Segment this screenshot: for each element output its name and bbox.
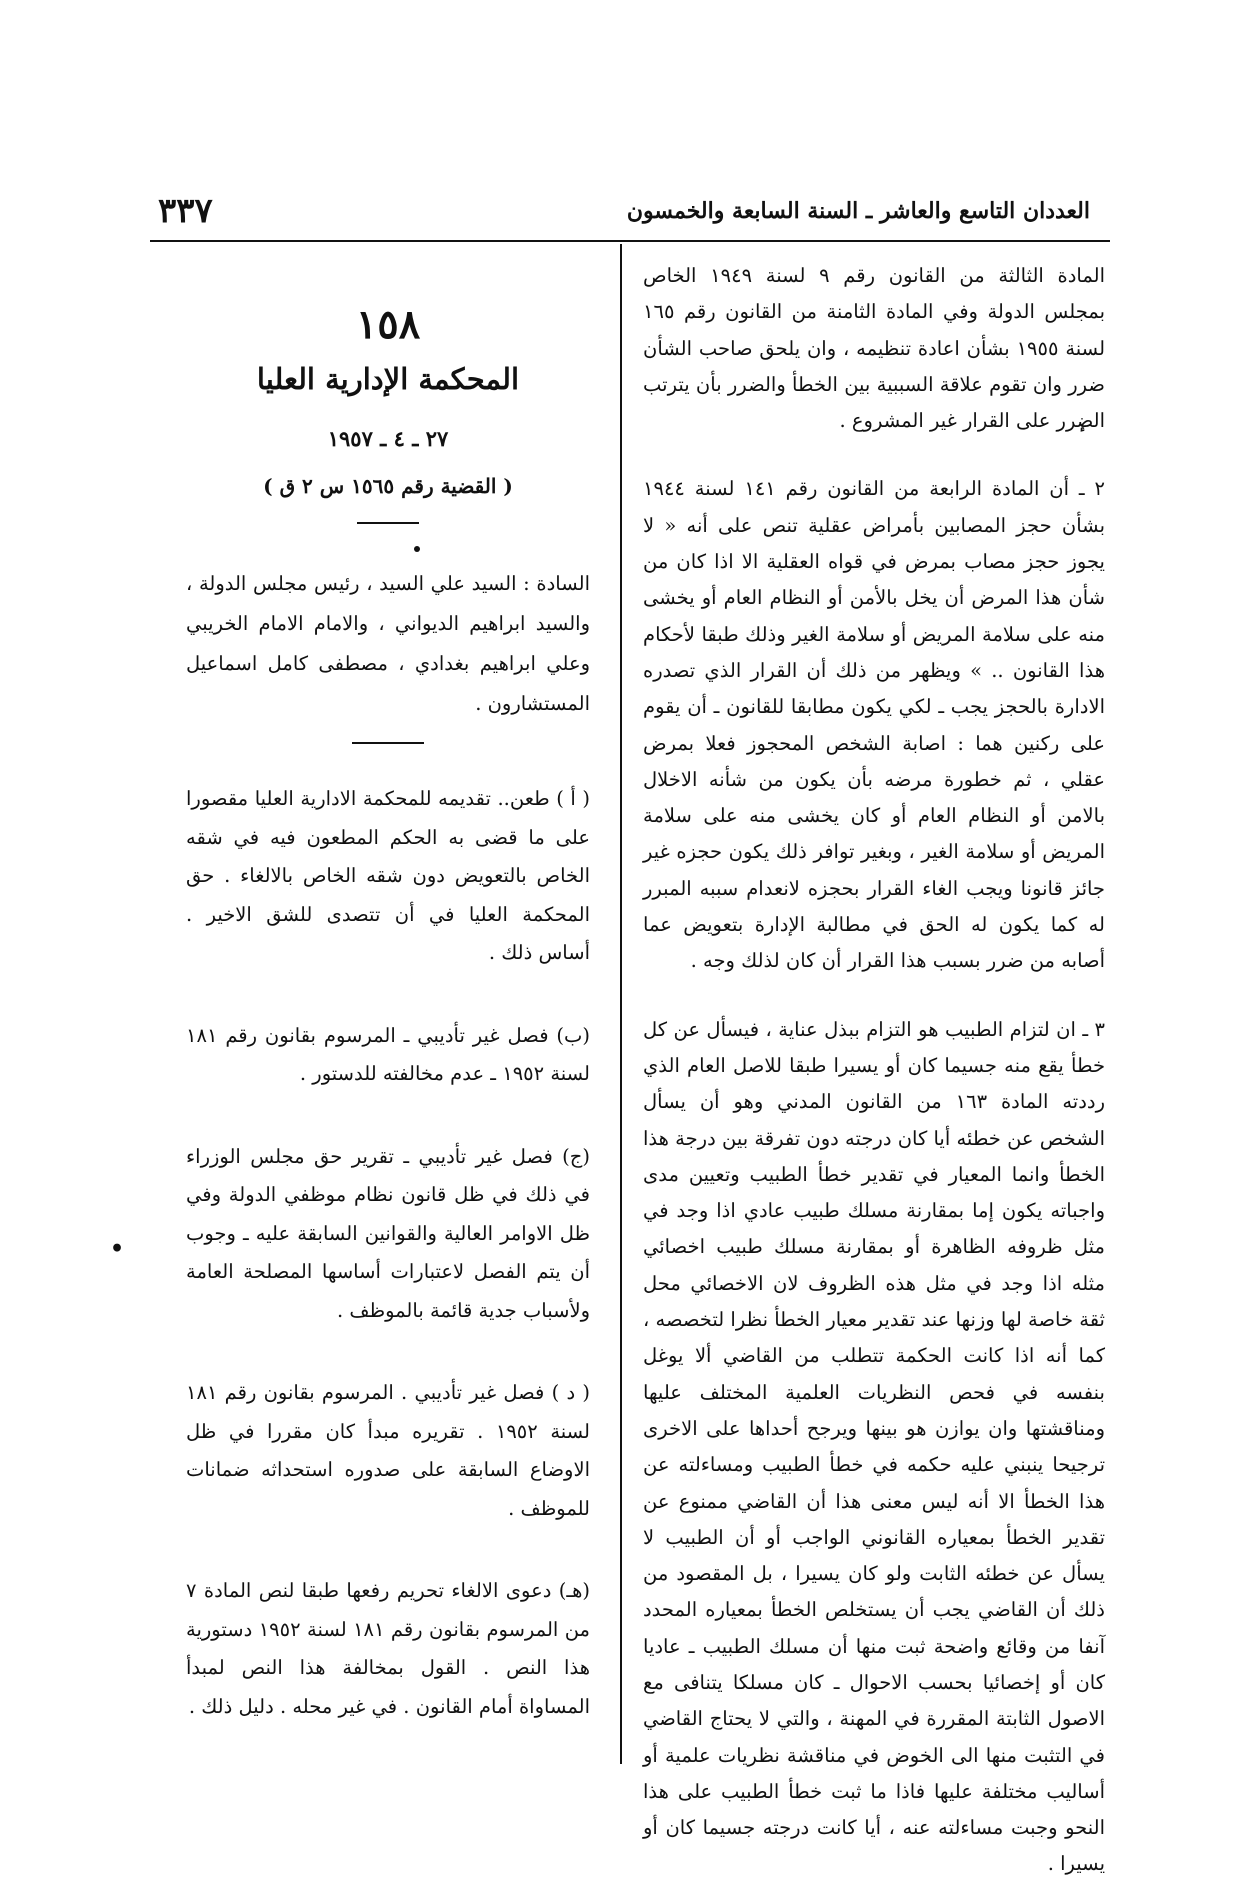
decision-column (186, 300, 590, 1770)
header-rule (150, 240, 1110, 242)
body-paragraph-1: المادة الثالثة من القانون رقم ٩ لسنة ١٩٤٩ الخاص بمجلس الدولة وفي المادة الثامنة من القانون رقم ١٦٥ لسنة ١٩٥٥ بشأن اعادة تنظيمه ، وان يلحق صاحب الشأن ضرر وان تقوم علاقة السببية بين الخطأ والضرر بأن يترتب الضرر على القرار غير المشروع . (643, 264, 1106, 433)
body-paragraph-3: ٣ ـ ان لتزام الطبيب هو التزام ببذل عناية ، فيسأل عن كل خطأ يقع منه جسيما كان أو يسيرا طبقا للاصل العام الذي رددته المادة ١٦٣ من القانون المدني وهو أن يسأل الشخص عن خطئه أيا كان درجته دون تفرقة بين درجة هذا الخطأ وانما المعيار في تقدير خطأ الطبيب وتعيين مدى واجباته يكون إما بمقارنة مسلك طبيب عادي اذا وجد في مثل ظروفه الظاهرة أو بمقارنة مسلك طبيب اخصائي مثله اذا وجد في مثل هذه الظروف لان الاخصائي محل ثقة خاصة لها وزنها عند تقدير معيار الخطأ نظرا لتخصصه ، كما أنه اذا كانت الحكمة تتطلب من القاضي ألا يوغل بنفسه في فحص النظريات العلمية المختلف عليها ومناقشتها وان يوازن هو بينها ويرجح أحداها على الاخرى ترجيحا ينبني عليه حكمه في خطأ الطبيب ومساءلته عن هذا الخطأ الا أنه ليس معنى هذا أن القاضي ممنوع عن تقدير الخطأ بمعياره القانوني الواجب أو أن الطبيب لا يسأل عن خطئه الثابت ولو كان يسيرا ، بل المقصود من ذلك أن القاضي يجب أن يستخلص الخطأ بمعياره المحدد آنفا من وقائع واضحة ثبت منها أن مسلك الطبيب ـ عاديا كان أو إخصائيا بحسب الاحوال ـ كان مسلكا يتنافى مع الاصول الثابتة المقررة في المهنة ، والتي لا يحتاج القاضي في التثبت منها الى الخوض في مناقشة نظريات علمية أو أساليب مختلفة عليها فاذا ما ثبت خطأ الطبيب على هذا النحو وجبت مساءلته عنه ، أيا كانت درجته جسيما كان أو يسيرا . (643, 1017, 1105, 1876)
panel-rule (352, 742, 424, 744)
body-paragraph-2: ٢ ـ أن المادة الرابعة من القانون رقم ١٤١ لسنة ١٩٤٤ بشأن حجز المصابين بأمراض عقلية تنص على أنه « لا يجوز حجز مصاب بمرض في قواه العقلية الا اذا كان من شأن هذا المرض أن يخل بالأمن أو النظام العام أو يخشى منه على سلامة المريض أو سلامة الغير وذلك طبقا لأحكام هذا القانون .. » ويظهر من ذلك أن القرار الذي تصدره الادارة بالحجز يجب ـ لكي يكون مطابقا للقانون ـ أن يقوم على ركنين هما : اصابة الشخص المحجوز فعلا بمرض عقلي ، ثم خطورة مرضه بأن يكون من شأنه الاخلال بالامن أو النظام العام أو كان يخشى منه على سلامة المريض أو سلامة الغير ، وبغير توافر ذلك يكون حجزه غير جائز قانونا ويجب الغاء القرار بحجزه لانعدام سببه المبرر له كما يكون له الحق في مطالبة الإدارة بتعويض عما أصابه من ضرر بسبب هذا القرار أن كان لذلك وجه . (643, 477, 1105, 973)
decision-number: ١٥٨ (355, 301, 421, 348)
judges-panel: السادة : السيد علي السيد ، رئيس مجلس الدولة ، والسيد ابراهيم الديواني ، والامام الامام الخريبي وعلي ابراهيم بغدادي ، مصطفى كامل اسماعيل المستشارون . (186, 572, 590, 715)
case-reference: ( القضية رقم ١٥٦٥ س ٢ ق ) (263, 474, 513, 498)
page-header (150, 188, 1090, 234)
running-title: العددان التاسع والعاشر ـ السنة السابعة والخمسون (626, 198, 1090, 224)
column-divider (620, 244, 622, 1764)
body-column (643, 258, 1105, 1883)
page-number: ٣٣٧ (158, 191, 213, 231)
margin-mark: • (110, 1236, 125, 1262)
headnote-c: (ج) فصل غير تأديبي ـ تقرير حق مجلس الوزراء في ذلك في ظل قانون نظام موظفي الدولة وفي ظل الاوامر العالية والقوانين السابقة عليه ـ وجوب أن يتم الفصل لاعتبارات أساسها المصلحة العامة ولأسباب جدية قائمة بالموظف . (186, 1144, 590, 1322)
headnote-a: ( أ ) طعن.. تقديمه للمحكمة الادارية العليا مقصورا على ما قضى به الحكم المطعون فيه في شقه الخاص بالتعويض دون شقه الخاص بالالغاء . حق المحكمة العليا في أن تتصدى للشق الاخير . أساس ذلك . (186, 787, 590, 964)
headnote-b: (ب) فصل غير تأديبي ـ المرسوم بقانون رقم ١٨١ لسنة ١٩٥٢ ـ عدم مخالفته للدستور . (186, 1023, 590, 1085)
headnote-e: (هـ) دعوى الالغاء تحريم رفعها طبقا لنص المادة ٧ من المرسوم بقانون رقم ١٨١ لسنة ١٩٥٢ دستورية هذا النص . القول بمخالفة هذا النص لمبدأ المساواة أمام القانون . في غير محله . دليل ذلك . (186, 1579, 591, 1718)
decision-date: ٢٧ ـ ٤ ـ ١٩٥٧ (327, 426, 449, 451)
headnote-d: ( د ) فصل غير تأديبي . المرسوم بقانون رقم ١٨١ لسنة ١٩٥٢ . تقريره مبدأ كان مقررا في ظل الاوضاع السابقة على صدوره استحداثه ضمانات للموظف . (186, 1381, 590, 1520)
court-name: المحكمة الإدارية العليا (256, 362, 520, 396)
ornament-dot (414, 546, 420, 552)
section-rule (357, 522, 419, 524)
